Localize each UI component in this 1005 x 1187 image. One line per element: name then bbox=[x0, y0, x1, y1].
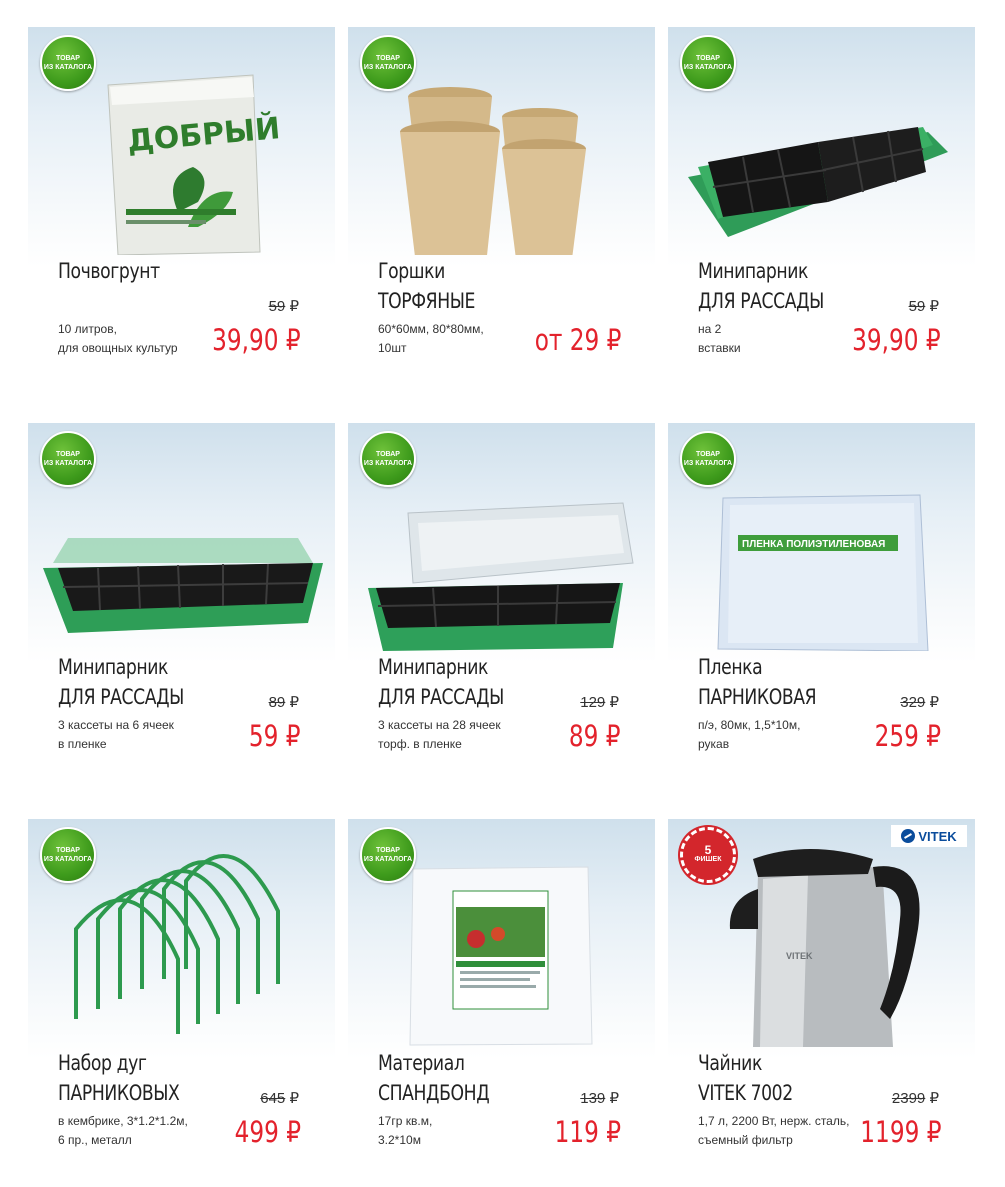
product-name: Набор дуг bbox=[58, 1051, 147, 1075]
product-card[interactable] bbox=[28, 27, 335, 372]
catalog-badge: ТОВАР ИЗ КАТАЛОГА bbox=[360, 35, 416, 91]
product-name: Материал bbox=[378, 1051, 465, 1075]
product-name-2: ДЛЯ РАССАДЫ bbox=[378, 685, 504, 709]
product-name: Горшки bbox=[378, 259, 445, 283]
product-description: 3 кассеты на 28 ячеек торф. в пленке bbox=[378, 718, 501, 751]
old-price: 59 ₽ bbox=[268, 298, 299, 315]
old-price: 59 ₽ bbox=[908, 298, 939, 315]
product-description: 17гр кв.м, 3.2*10м bbox=[378, 1114, 433, 1147]
product-card[interactable] bbox=[28, 819, 335, 1164]
product-card[interactable] bbox=[668, 423, 975, 768]
product-name: Чайник bbox=[698, 1051, 762, 1075]
product-card[interactable] bbox=[668, 819, 975, 1164]
product-description: в кембрике, 3*1.2*1.2м, 6 пр., металл bbox=[58, 1114, 188, 1147]
price: от 29 ₽ bbox=[534, 323, 621, 357]
old-price: 2399 ₽ bbox=[891, 1090, 939, 1107]
chips-badge: 5 ФИШЕК bbox=[680, 827, 736, 883]
product-name-2: VITEK 7002 bbox=[698, 1081, 793, 1105]
product-description: 10 литров, для овощных культур bbox=[58, 322, 178, 355]
product-card[interactable] bbox=[28, 423, 335, 768]
price: 119 ₽ bbox=[554, 1115, 621, 1149]
product-description: п/э, 80мк, 1,5*10м, рукав bbox=[698, 718, 801, 751]
catalog-badge: ТОВАР ИЗ КАТАЛОГА bbox=[360, 431, 416, 487]
film-label-text: ПЛЕНКА ПОЛИЭТИЛЕНОВАЯ bbox=[742, 539, 886, 550]
product-name: Почвогрунт bbox=[58, 259, 160, 283]
product-card[interactable] bbox=[348, 27, 655, 372]
product-name: Минипарник bbox=[378, 655, 488, 679]
product-description: 1,7 л, 2200 Вт, нерж. сталь, съемный фильтр bbox=[698, 1114, 850, 1147]
price: 39,90 ₽ bbox=[852, 323, 941, 357]
old-price: 139 ₽ bbox=[580, 1090, 619, 1107]
product-name-2: ТОРФЯНЫЕ bbox=[378, 289, 475, 313]
product-name-2: ПАРНИКОВАЯ bbox=[698, 685, 817, 709]
kettle-logo-text: VITEK bbox=[786, 951, 813, 961]
product-card[interactable] bbox=[668, 27, 975, 372]
old-price: 645 ₽ bbox=[260, 1090, 299, 1107]
vitek-logo-icon bbox=[901, 829, 915, 843]
catalog-badge: ТОВАР ИЗ КАТАЛОГА bbox=[680, 431, 736, 487]
product-name-2: ДЛЯ РАССАДЫ bbox=[698, 289, 824, 313]
price: 59 ₽ bbox=[249, 719, 301, 753]
product-card[interactable] bbox=[348, 819, 655, 1164]
old-price: 89 ₽ bbox=[268, 694, 299, 711]
product-name-2: СПАНДБОНД bbox=[378, 1081, 490, 1105]
price: 1199 ₽ bbox=[859, 1115, 941, 1149]
product-name-2: ПАРНИКОВЫХ bbox=[58, 1081, 180, 1105]
old-price: 329 ₽ bbox=[900, 694, 939, 711]
old-price: 129 ₽ bbox=[580, 694, 619, 711]
catalog-badge: ТОВАР ИЗ КАТАЛОГА bbox=[40, 431, 96, 487]
price: 259 ₽ bbox=[874, 719, 941, 753]
product-description: на 2 вставки bbox=[698, 322, 741, 355]
product-description: 3 кассеты на 6 ячеек в пленке bbox=[58, 718, 174, 751]
catalog-badge: ТОВАР ИЗ КАТАЛОГА bbox=[360, 827, 416, 883]
soil-bag-brand-text: ДОБРЫЙ bbox=[125, 111, 282, 160]
catalog-badge: ТОВАР ИЗ КАТАЛОГА bbox=[40, 35, 96, 91]
product-card[interactable] bbox=[348, 423, 655, 768]
product-name: Пленка bbox=[698, 655, 763, 679]
price: 499 ₽ bbox=[234, 1115, 301, 1149]
product-name-2: ДЛЯ РАССАДЫ bbox=[58, 685, 184, 709]
product-name: Минипарник bbox=[698, 259, 808, 283]
product-description: 60*60мм, 80*80мм, 10шт bbox=[378, 322, 484, 355]
brand-logo: VITEK bbox=[891, 825, 967, 847]
catalog-badge: ТОВАР ИЗ КАТАЛОГА bbox=[680, 35, 736, 91]
catalog-badge: ТОВАР ИЗ КАТАЛОГА bbox=[40, 827, 96, 883]
price: 89 ₽ bbox=[569, 719, 621, 753]
price: 39,90 ₽ bbox=[212, 323, 301, 357]
product-name: Минипарник bbox=[58, 655, 168, 679]
